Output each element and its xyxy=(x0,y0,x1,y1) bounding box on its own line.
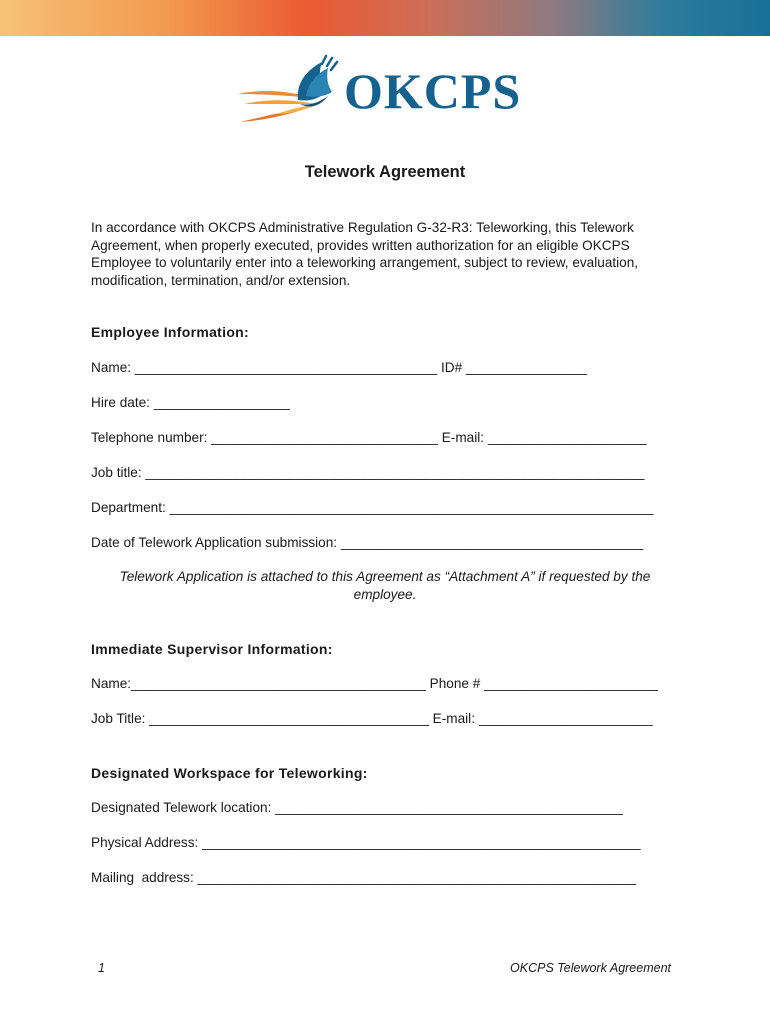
workspace-heading: Designated Workspace for Teleworking: xyxy=(91,765,368,781)
document-title: Telework Agreement xyxy=(304,163,466,181)
logo-text: OKCPS xyxy=(344,63,522,119)
page-number: 1 xyxy=(98,961,105,975)
application-date-field[interactable]: Date of Telework Application submission: ________________________________________ xyxy=(91,535,644,550)
telework-location-field[interactable]: Designated Telework location: ______________________________________________ xyxy=(91,800,623,815)
supervisor-name-phone-field[interactable]: Name:_______________________________________ Phone # _______________________ xyxy=(91,676,658,691)
bird-wing-logo-icon xyxy=(236,54,346,130)
telephone-email-field[interactable]: Telephone number: ______________________________ E-mail: _____________________ xyxy=(91,430,647,445)
okcps-logo xyxy=(236,54,546,130)
physical-address-field[interactable]: Physical Address: __________________________________________________________ xyxy=(91,835,641,850)
attachment-note: Telework Application is attached to this Agreement as “Attachment A” if requested by the employee. xyxy=(119,569,651,602)
job-title-field[interactable]: Job title: __________________________________________________________________ xyxy=(91,465,645,480)
department-field[interactable]: Department: ________________________________________________________________ xyxy=(91,500,654,515)
employee-info-heading: Employee Information: xyxy=(91,324,249,340)
header-color-bar xyxy=(0,0,770,36)
hire-date-field[interactable]: Hire date: __________________ xyxy=(91,395,290,410)
footer-label: OKCPS Telework Agreement xyxy=(510,961,671,975)
intro-paragraph: In accordance with OKCPS Administrative Regulation G-32-R3: Teleworking, this Telework Agreement, when properly executed, provides written authorization for an eligible OKCPS Employee to voluntarily enter into a teleworking arrangement, subject to review, evaluation, modification, termination, and/or extension. xyxy=(91,220,639,288)
supervisor-info-heading: Immediate Supervisor Information: xyxy=(91,641,333,657)
supervisor-title-email-field[interactable]: Job Title: _____________________________________ E-mail: _______________________ xyxy=(91,711,653,726)
mailing-address-field[interactable]: Mailing address: __________________________________________________________ xyxy=(91,870,637,885)
employee-name-id-field[interactable]: Name: ________________________________________ ID# ________________ xyxy=(91,360,587,375)
